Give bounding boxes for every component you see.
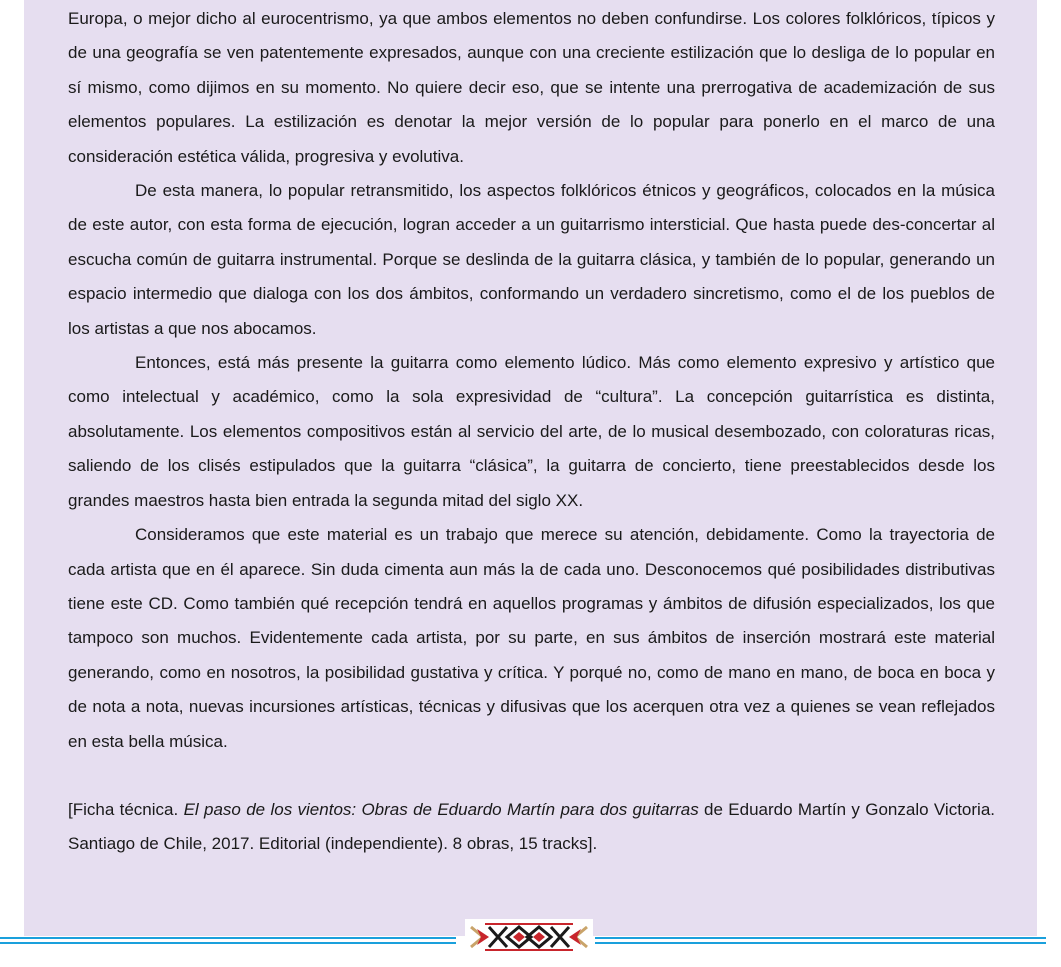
paragraph-2: De esta manera, lo popular retransmitido, los aspectos folklóricos étnicos y geográficos, colocados en la música de este autor, con esta forma de ejecución, logran acceder a un guitarrismo intersticial. Que hasta puede des-concertar al escucha común de guitarra instrumental. Porque se deslinda de la guitarra clásica, y también de lo popular, generando un espacio intermedio que dialoga con los dos ámbitos, conformando un verdadero sincretismo, como el de los pueblos de los artistas a que nos abocamos. xyxy=(68,181,995,338)
ficha-tecnica xyxy=(68,793,995,862)
footer-rule-left-top xyxy=(0,937,456,939)
ornament-svg xyxy=(465,919,593,955)
paragraph-3: Entonces, está más presente la guitarra como elemento lúdico. Más como elemento expresivo y artístico que como intelectual y académico, como la sola expresividad de “cultura”. La concepción guitarrística es distinta, absolutamente. Los elementos compositivos están al servicio del arte, de lo musical desembozado, con coloraturas ricas, saliendo de los clisés estipulados que la guitarra “clásica”, la guitarra de concierto, tiene preestablecidos desde los grandes maestros hasta bien entrada la segunda mitad del siglo XX. xyxy=(68,353,995,510)
ficha-suffix: de Eduardo Martín y Gonzalo Victoria. Santiago de Chile, 2017. Editorial (independiente). 8 obras, 15 tracks]. xyxy=(68,799,996,854)
andean-diamond-ornament-icon xyxy=(465,919,593,955)
paragraph-1: Europa, o mejor dicho al eurocentrismo, ya que ambos elementos no deben confundirse. Los colores folklóricos, típicos y de una geografía se ven patentemente expresados, aunque con una creciente estilización que lo desliga de lo popular en sí mismo, como dijimos en su momento. No quiere decir eso, que se intente una prerrogativa de academización de sus elementos populares. La estilización es denotar la mejor versión de lo popular para ponerlo en el marco de una consideración estética válida, progresiva y evolutiva. xyxy=(68,9,995,166)
ficha-album-title: El paso de los vientos: Obras de Eduardo Martín para dos guitarras xyxy=(183,799,699,819)
article-body xyxy=(68,2,995,862)
ficha-prefix: [Ficha técnica. xyxy=(68,799,184,819)
paragraph-4: Consideramos que este material es un trabajo que merece su atención, debidamente. Como la trayectoria de cada artista que en él aparece. Sin duda cimenta aun más la de cada uno. Desconocemos qué posibilidades distributivas tiene este CD. Como también qué recepción tendrá en aquellos programas y ámbitos de difusión especializados, los que tampoco son muchos. Evidentemente cada artista, por su parte, en sus ámbitos de inserción mostrará este material generando, como en nosotros, la posibilidad gustativa y crítica. Y porqué no, como de mano en mano, de boca en boca y de nota a nota, nuevas incursiones artísticas, técnicas y difusivas que los acerquen otra vez a quienes se vean reflejados en esta bella música. xyxy=(68,525,995,751)
footer-rule-left-bottom xyxy=(0,942,456,944)
footer-rule-right-bottom xyxy=(595,942,1046,944)
footer-rule-right-top xyxy=(595,937,1046,939)
